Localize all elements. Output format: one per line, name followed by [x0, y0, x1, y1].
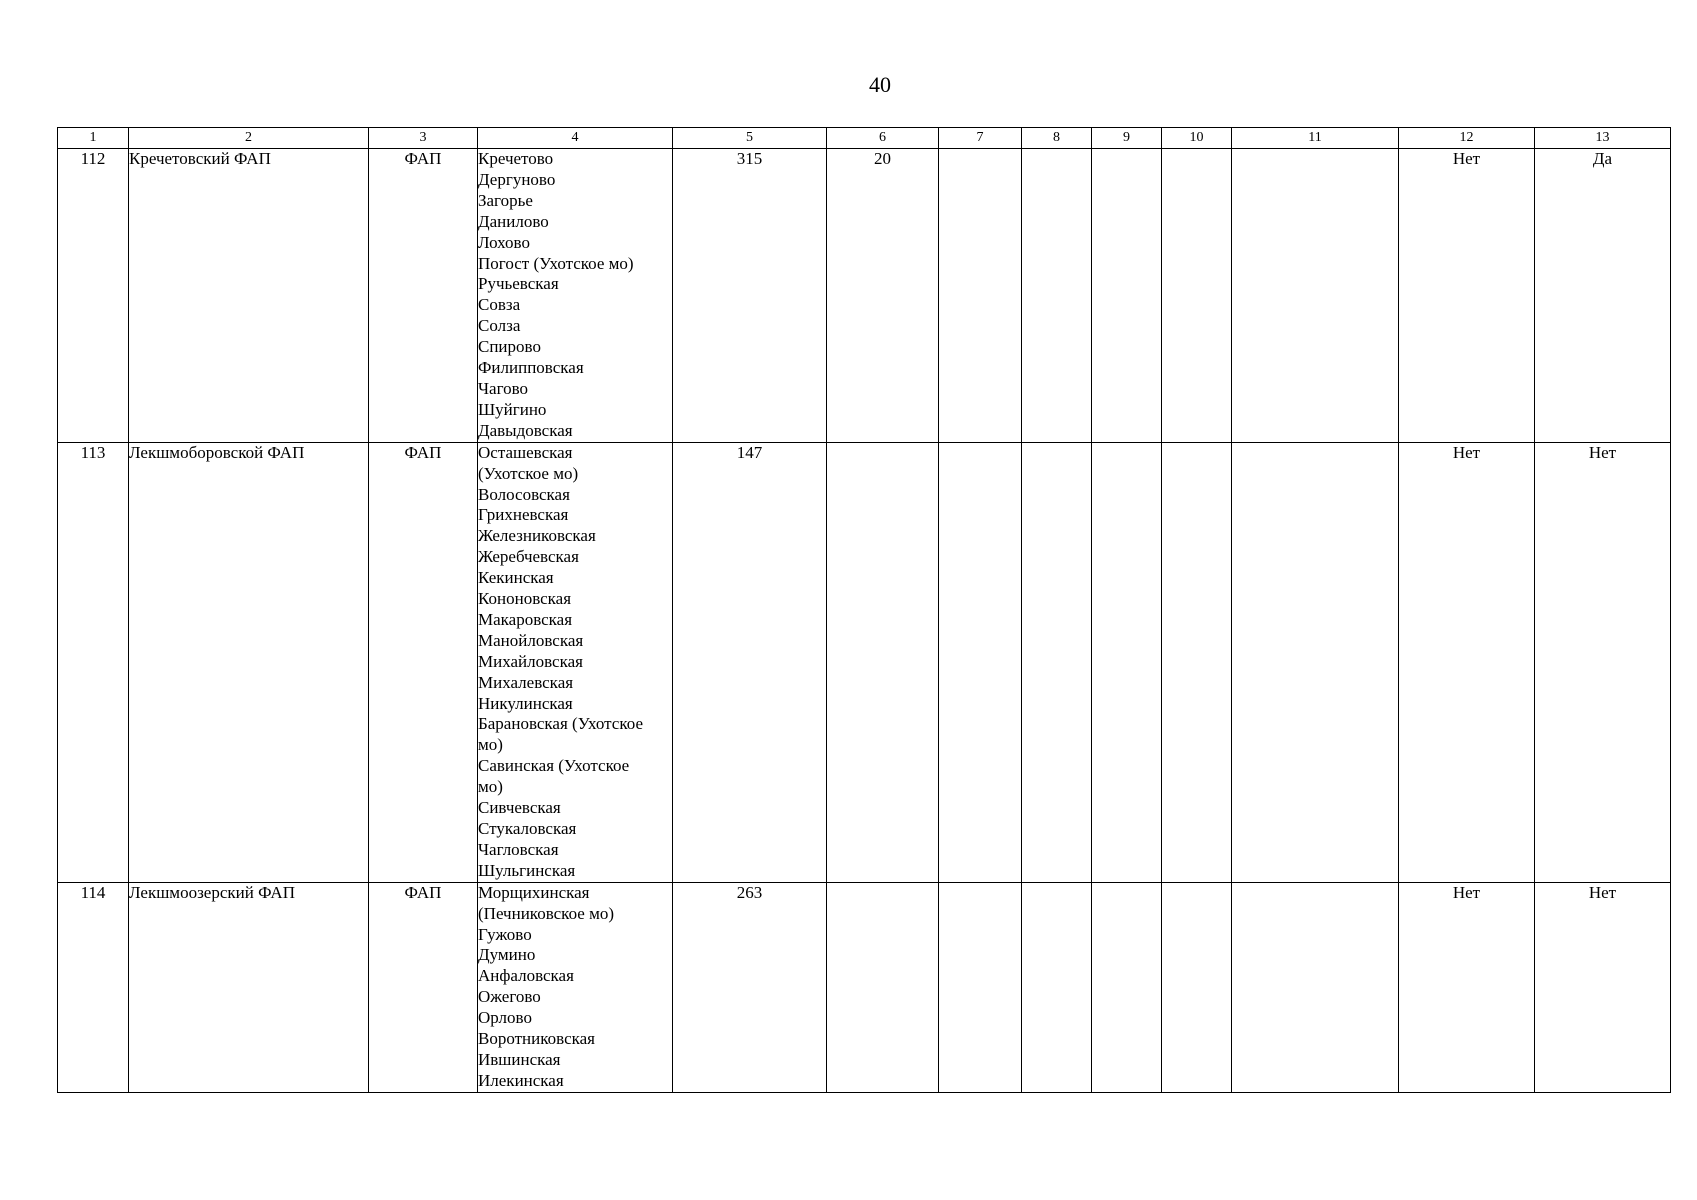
- settlements-cell: [478, 149, 673, 443]
- settlement-item: Погост (Ухотское мо): [478, 253, 634, 273]
- column-9-cell: [1092, 442, 1162, 882]
- row-number-cell: 112: [58, 149, 129, 443]
- table-row: [58, 149, 1671, 443]
- settlement-item: Кононовская: [478, 589, 572, 609]
- column-6-cell: [827, 442, 939, 882]
- column-header-2: 2: [129, 128, 369, 149]
- settlement-item: Думино: [478, 945, 536, 965]
- fap-table: [57, 127, 1671, 1093]
- facility-type-cell: ФАП: [369, 149, 478, 443]
- settlements-cell: [478, 882, 673, 1092]
- facility-type-cell: ФАП: [369, 442, 478, 882]
- facility-name-cell: Лекшмоозерский ФАП: [129, 882, 369, 1092]
- column-9-cell: [1092, 882, 1162, 1092]
- settlement-item: Воротниковская: [478, 1029, 595, 1049]
- column-10-cell: [1162, 442, 1232, 882]
- settlement-item: (Ухотское мо): [478, 463, 579, 483]
- settlement-item: Илекинская: [478, 1070, 564, 1090]
- settlement-item: Сивчевская: [478, 798, 561, 818]
- settlement-item: Михалевская: [478, 672, 574, 692]
- column-5-cell: 315: [673, 149, 827, 443]
- column-7-cell: [939, 442, 1022, 882]
- page-number: 40: [869, 72, 891, 97]
- column-6-cell: [827, 882, 939, 1092]
- column-11-cell: [1232, 882, 1399, 1092]
- settlement-item: (Печниковское мо): [478, 903, 614, 923]
- facility-name-cell: Лекшмоборовской ФАП: [129, 442, 369, 882]
- settlement-item: Ившинская: [478, 1049, 561, 1069]
- column-header-7: 7: [939, 128, 1022, 149]
- settlements-cell: [478, 442, 673, 882]
- settlement-item: Гужово: [478, 924, 532, 944]
- column-header-10: 10: [1162, 128, 1232, 149]
- settlement-item: мо): [478, 777, 503, 797]
- column-header-9: 9: [1092, 128, 1162, 149]
- column-header-12: 12: [1399, 128, 1535, 149]
- settlement-item: Совза: [478, 295, 521, 315]
- column-header-5: 5: [673, 128, 827, 149]
- column-12-cell: Нет: [1399, 442, 1535, 882]
- column-5-cell: 263: [673, 882, 827, 1092]
- settlement-item: Барановская (Ухотское: [478, 714, 643, 734]
- settlement-item: Кречетово: [478, 149, 554, 168]
- column-7-cell: [939, 149, 1022, 443]
- column-header-1: 1: [58, 128, 129, 149]
- settlement-item: Анфаловская: [478, 966, 574, 986]
- settlement-item: Кекинская: [478, 568, 554, 588]
- settlement-item: Чагловская: [478, 839, 559, 859]
- settlement-item: мо): [478, 735, 503, 755]
- row-number-cell: 114: [58, 882, 129, 1092]
- settlement-item: Загорье: [478, 190, 533, 210]
- settlement-item: Савинская (Ухотское: [478, 756, 630, 776]
- column-header-11: 11: [1232, 128, 1399, 149]
- settlement-item: Данилово: [478, 211, 549, 231]
- settlement-item: Ручьевская: [478, 274, 559, 294]
- column-8-cell: [1022, 149, 1092, 443]
- settlement-item: Шуйгино: [478, 399, 547, 419]
- settlement-item: Макаровская: [478, 609, 573, 629]
- settlement-item: Грихневская: [478, 505, 569, 525]
- settlement-item: Железниковская: [478, 526, 596, 546]
- settlement-item: Михайловская: [478, 651, 583, 671]
- column-header-8: 8: [1022, 128, 1092, 149]
- settlement-item: Ожегово: [478, 987, 541, 1007]
- column-9-cell: [1092, 149, 1162, 443]
- facility-type-cell: ФАП: [369, 882, 478, 1092]
- settlement-item: Давыдовская: [478, 420, 573, 440]
- settlement-item: Манойловская: [478, 630, 584, 650]
- settlement-item: Лохово: [478, 232, 530, 252]
- column-5-cell: 147: [673, 442, 827, 882]
- settlement-item: Спирово: [478, 337, 541, 357]
- column-13-cell: Да: [1535, 149, 1671, 443]
- settlement-item: Стукаловская: [478, 819, 577, 838]
- column-8-cell: [1022, 442, 1092, 882]
- column-6-cell: 20: [827, 149, 939, 443]
- column-header-6: 6: [827, 128, 939, 149]
- column-8-cell: [1022, 882, 1092, 1092]
- header-row: [58, 128, 1671, 149]
- settlement-item: Солза: [478, 316, 521, 336]
- row-number-cell: 113: [58, 442, 129, 882]
- column-7-cell: [939, 882, 1022, 1092]
- column-10-cell: [1162, 149, 1232, 443]
- settlement-item: Чагово: [478, 378, 529, 398]
- column-13-cell: Нет: [1535, 442, 1671, 882]
- column-11-cell: [1232, 149, 1399, 443]
- table-row: [58, 442, 1671, 882]
- settlement-item: Морщихинская: [478, 882, 590, 902]
- settlement-item: Шульгинская: [478, 860, 576, 880]
- column-header-13: 13: [1535, 128, 1671, 149]
- settlement-item: Филипповская: [478, 358, 584, 378]
- settlement-item: Жеребчевская: [478, 547, 579, 567]
- settlement-item: Дергуново: [478, 169, 556, 189]
- column-header-4: 4: [478, 128, 673, 149]
- column-12-cell: Нет: [1399, 882, 1535, 1092]
- settlement-item: Волосовская: [478, 484, 570, 504]
- settlement-item: Никулинская: [478, 693, 573, 713]
- settlement-item: Осташевская: [478, 442, 573, 462]
- column-11-cell: [1232, 442, 1399, 882]
- column-12-cell: Нет: [1399, 149, 1535, 443]
- facility-name-cell: Кречетовский ФАП: [129, 149, 369, 443]
- column-13-cell: Нет: [1535, 882, 1671, 1092]
- table-row: [58, 882, 1671, 1092]
- settlement-item: Орлово: [478, 1008, 532, 1028]
- column-10-cell: [1162, 882, 1232, 1092]
- column-header-3: 3: [369, 128, 478, 149]
